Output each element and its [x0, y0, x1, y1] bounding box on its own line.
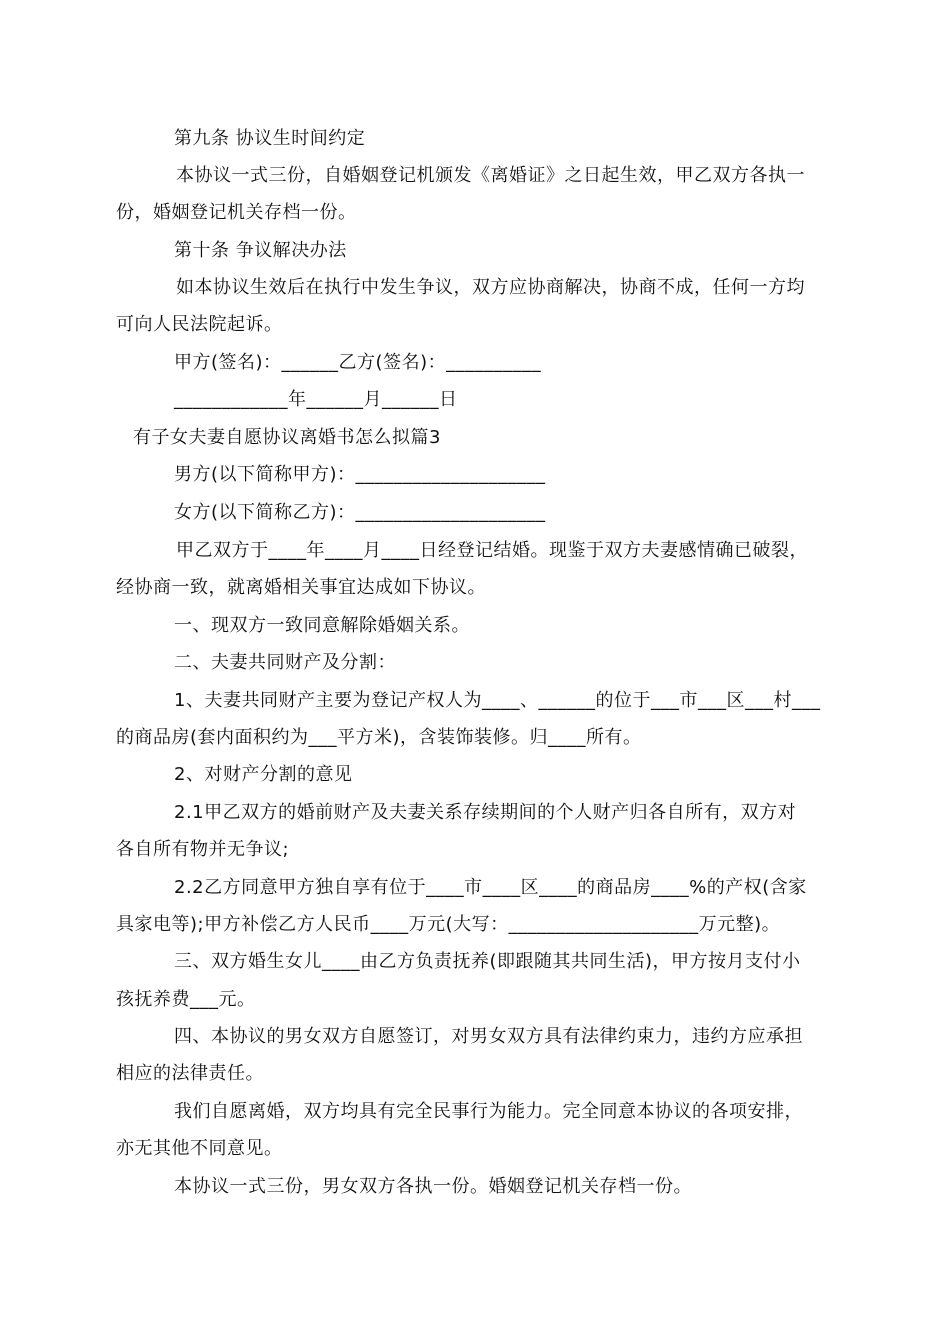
- paragraph-line: 1、夫妻共同财产主要为登记产权人为____、______的位于___市___区___村___: [174, 690, 821, 711]
- article-9-heading: 第九条 协议生时间约定: [174, 128, 366, 149]
- female-party-line: 女方(以下简称乙方)：____________________: [174, 502, 546, 523]
- paragraph-line: 2.1甲乙双方的婚前财产及夫妻关系存续期间的个人财产归各自所有，双方对: [174, 802, 797, 823]
- section-title: 有子女夫妻自愿协议离婚书怎么拟篇3: [133, 427, 441, 448]
- paragraph-line: 经协商一致，就离婚相关事宜达成如下协议。: [116, 577, 486, 598]
- paragraph-line: 如本协议生效后在执行中发生争议，双方应协商解决，协商不成，任何一方均: [176, 277, 805, 298]
- clause-2-heading: 二、夫妻共同财产及分割：: [174, 652, 396, 673]
- paragraph-line: 甲乙双方于____年____月____日经登记结婚。现鉴于双方夫妻感情确已破裂，: [176, 540, 808, 561]
- subclause-heading: 2、对财产分割的意见: [174, 764, 353, 785]
- paragraph-line: 份，婚姻登记机关存档一份。: [116, 202, 357, 223]
- paragraph-line: 亦无其他不同意见。: [116, 1138, 283, 1159]
- paragraph-line: 可向人民法院起诉。: [116, 314, 283, 335]
- paragraph-line: 的商品房(套内面积约为___平方米)，含装饰装修。归____所有。: [116, 727, 642, 748]
- article-10-heading: 第十条 争议解决办法: [174, 240, 347, 261]
- paragraph-line: 本协议一式三份，自婚姻登记机颁发《离婚证》之日起生效，甲乙双方各执一: [176, 165, 805, 186]
- paragraph-line: 各自所有物并无争议;: [116, 839, 290, 860]
- signature-line: 甲方(签名)：______乙方(签名)：__________: [174, 352, 542, 373]
- paragraph-line: 具家电等);甲方补偿乙方人民币____万元(大写：____________________万元整)。: [116, 914, 781, 935]
- date-line: ____________年______月______日: [174, 389, 458, 410]
- closing-line: 本协议一式三份，男女双方各执一份。婚姻登记机关存档一份。: [174, 1176, 692, 1197]
- paragraph-line: 相应的法律责任。: [116, 1063, 264, 1084]
- paragraph-line: 四、本协议的男女双方自愿签订，对男女双方具有法律约束力，违约方应承担: [174, 1026, 803, 1047]
- paragraph-line: 孩抚养费___元。: [116, 989, 256, 1010]
- paragraph-line: 我们自愿离婚，双方均具有完全民事行为能力。完全同意本协议的各项安排，: [174, 1101, 803, 1122]
- clause-1: 一、现双方一致同意解除婚姻关系。: [174, 615, 470, 636]
- male-party-line: 男方(以下简称甲方)：____________________: [174, 464, 546, 485]
- paragraph-line: 三、双方婚生女儿____由乙方负责抚养(即跟随其共同生活)，甲方按月支付小: [174, 951, 801, 972]
- paragraph-line: 2.2乙方同意甲方独自享有位于____市____区____的商品房____%的产权(含家: [174, 877, 807, 898]
